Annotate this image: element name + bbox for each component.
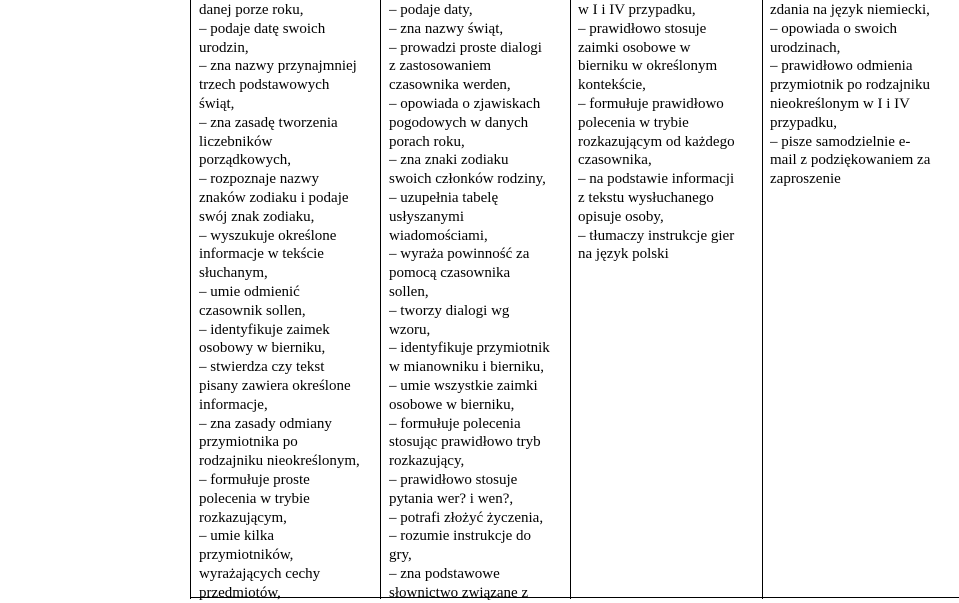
text-line: stosując prawidłowo tryb [389,434,541,451]
text-line: nieokreślonym w I i IV [770,95,910,112]
text-line: – prawidłowo odmienia [770,58,913,75]
text-line: zaimki osobowe w [578,39,691,56]
text-line: opisuje osoby, [578,208,664,225]
text-line: przymiotnik po rodzajniku [770,77,930,94]
text-line: zaproszenie [770,171,841,188]
table-cell-column-3 [578,1,758,264]
text-line: – stwierdza czy tekst [199,359,325,376]
text-line: – potrafi złożyć życzenia, [389,509,544,526]
text-line: porach roku, [389,133,465,150]
text-line: rozkazującym od każdego [578,133,735,150]
text-line: informacje, [199,396,268,413]
text-line: świąt, [199,95,235,112]
text-line: – zna zasady odmiany [199,415,332,432]
table-cell-column-4 [770,1,955,189]
text-line: – podaje datę swoich [199,20,326,37]
text-line: z zastosowaniem [389,58,492,75]
text-line: czasownik sollen, [199,302,306,319]
text-line: trzech podstawowych [199,77,330,94]
text-line: – uzupełnia tabelę [389,189,499,206]
text-line: – prowadzi proste dialogi [389,39,542,56]
text-line: przymiotnika po [199,434,298,451]
table-border-left [190,0,191,599]
table-border-divider-1 [380,0,381,599]
text-line: – identyfikuje przymiotnik [389,340,550,357]
text-line: – zna nazwy przynajmniej [199,58,357,75]
text-line: pytania wer? i wen?, [389,490,514,507]
text-line: wiadomościami, [389,227,488,244]
text-line: liczebników [199,133,273,150]
text-line: – pisze samodzielnie e- [770,133,911,150]
table-cell-column-2 [389,1,569,603]
text-line: – opowiada o zjawiskach [389,95,541,112]
text-line: znaków zodiaku i podaje [199,189,349,206]
table-border-divider-2 [570,0,571,599]
text-line: przedmiotów, [199,584,281,601]
text-line: – rozpoznaje nazwy [199,171,319,188]
text-line: zdania na język niemiecki, [770,2,930,18]
text-line: – na podstawie informacji [578,171,735,188]
text-line: przymiotników, [199,547,294,564]
text-line: przypadku, [770,114,838,131]
text-line: – umie odmienić [199,283,300,300]
text-line: – opowiada o swoich [770,20,898,37]
text-line: osobowe w bierniku, [389,396,515,413]
text-line: – rozumie instrukcje do [389,528,532,545]
text-line: – formułuje proste [199,471,310,488]
text-line: – tłumaczy instrukcje gier [578,227,735,244]
text-line: pomocą czasownika [389,265,511,282]
text-line: mail z podziękowaniem za [770,152,931,169]
text-line: osobowy w bierniku, [199,340,326,357]
text-line: w I i IV przypadku, [578,2,696,18]
text-line: polecenia w trybie [578,114,689,131]
text-line: polecenia w trybie [199,490,310,507]
text-line: z tekstu wysłuchanego [578,189,714,206]
text-line: – prawidłowo stosuje [578,20,707,37]
text-line: urodzin, [199,39,249,56]
text-line: – wyraża powinność za [389,246,530,263]
text-line: – formułuje polecenia [389,415,521,432]
text-line: gry, [389,547,412,564]
text-line: słuchanym, [199,265,268,282]
text-line: wyrażających cechy [199,565,321,582]
text-line: rozkazujący, [389,453,465,470]
text-line: bierniku w określonym [578,58,718,75]
text-line: swoich członków rodziny, [389,171,546,188]
table-cell-column-1 [199,1,379,603]
text-line: rodzajniku nieokreślonym, [199,453,360,470]
text-line: – identyfikuje zaimek [199,321,330,338]
text-line: na język polski [578,246,669,263]
text-line: urodzinach, [770,39,841,56]
text-line: – tworzy dialogi wg [389,302,510,319]
text-line: – umie wszystkie zaimki [389,377,538,394]
text-line: danej porze roku, [199,2,304,18]
text-line: – zna zasadę tworzenia [199,114,338,131]
text-line: – formułuje prawidłowo [578,95,724,112]
text-line: – zna podstawowe [389,565,500,582]
text-line: swój znak zodiaku, [199,208,315,225]
text-line: usłyszanymi [389,208,464,225]
table-border-divider-3 [762,0,763,599]
text-line: pogodowych w danych [389,114,529,131]
text-line: – umie kilka [199,528,274,545]
text-line: – podaje daty, [389,2,473,18]
text-line: czasownika, [578,152,652,169]
text-line: – wyszukuje określone [199,227,337,244]
text-line: kontekście, [578,77,646,94]
text-line: słownictwo związane z [389,584,529,601]
text-line: w mianowniku i bierniku, [389,359,544,376]
text-line: sollen, [389,283,429,300]
text-line: informacje w tekście [199,246,324,263]
text-line: wzoru, [389,321,431,338]
text-line: rozkazującym, [199,509,287,526]
text-line: – prawidłowo stosuje [389,471,518,488]
text-line: pisany zawiera określone [199,377,351,394]
text-line: czasownika werden, [389,77,511,94]
text-line: porządkowych, [199,152,292,169]
text-line: – zna nazwy świąt, [389,20,504,37]
text-line: – zna znaki zodiaku [389,152,509,169]
